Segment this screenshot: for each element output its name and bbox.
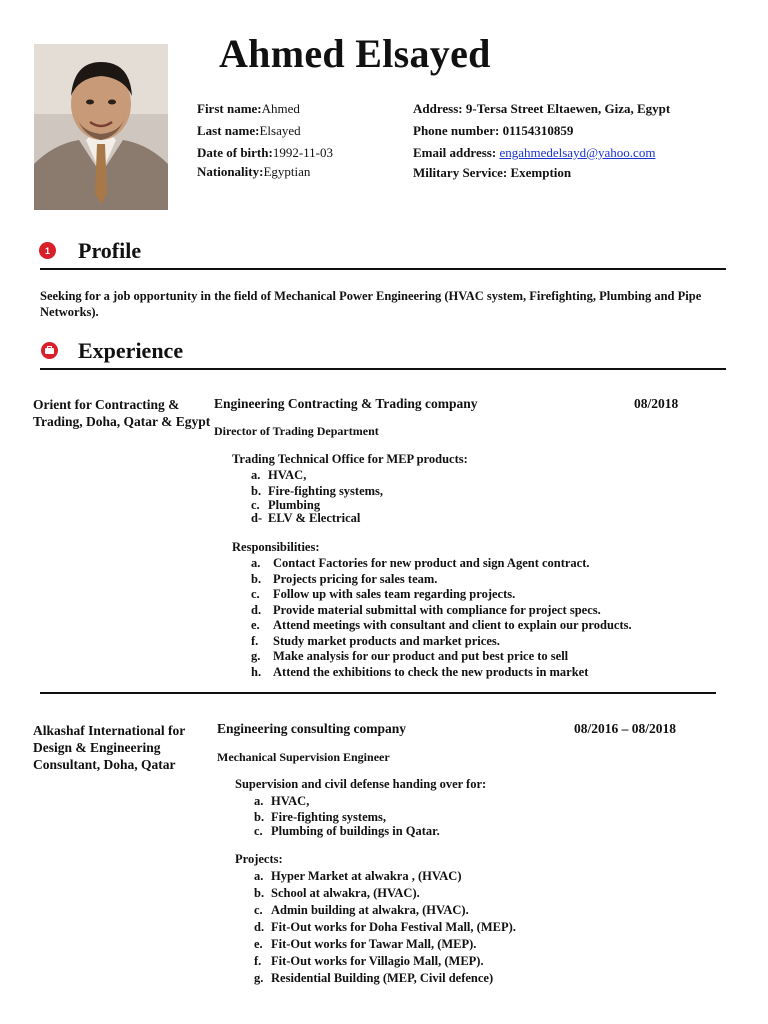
address-label: Address: <box>413 101 463 116</box>
address-value: 9-Tersa Street Eltaewen, Giza, Egypt <box>465 101 671 116</box>
list-item: b. Projects pricing for sales team. <box>251 571 438 586</box>
job1-group1-list <box>251 468 383 527</box>
job1-company: Orient for Contracting & Trading, Doha, Qatar & Egypt <box>33 397 211 429</box>
list-item: a. Hyper Market at alwakra , (HVAC) <box>254 869 462 883</box>
profile-heading: Profile <box>78 238 142 263</box>
first-name-label: First name: <box>197 101 262 116</box>
list-item: c. Plumbing <box>251 498 321 512</box>
first-name-value: Ahmed <box>261 101 300 116</box>
list-item: c. Plumbing of buildings in Qatar. <box>254 824 440 838</box>
military-label: Military Service: <box>413 165 508 180</box>
email-link[interactable]: engahmedelsayd@yahoo.com <box>499 145 656 160</box>
list-item: c. Follow up with sales team regarding projects. <box>251 587 516 601</box>
person-name: Ahmed Elsayed <box>219 31 491 76</box>
list-item: f. Fit-Out works for Villagio Mall, (MEP). <box>254 954 484 968</box>
job1-group2-title: Responsibilities: <box>232 540 320 554</box>
profile-divider <box>40 268 726 270</box>
last-name-value: Elsayed <box>259 123 301 138</box>
list-item: e. Attend meetings with consultant and client to explain our products. <box>251 618 632 632</box>
list-item: g. Residential Building (MEP, Civil defence) <box>254 971 494 985</box>
nationality-label: Nationality: <box>197 164 264 179</box>
job1-group1-title: Trading Technical Office for MEP products: <box>232 452 468 466</box>
job1-date: 08/2018 <box>634 396 679 411</box>
last-name-row <box>197 123 301 139</box>
military-row <box>413 165 571 181</box>
nationality-value: Egyptian <box>263 164 311 179</box>
list-item: d. Provide material submittal with compliance for project specs. <box>251 602 601 617</box>
job2-company: Alkashaf International for Design & Engineering Consultant, Doha, Qatar <box>33 723 186 772</box>
briefcase-icon <box>41 342 58 359</box>
last-name-label: Last name: <box>197 123 260 138</box>
experience-heading: Experience <box>78 338 184 363</box>
list-item: d- ELV & Electrical <box>251 511 361 525</box>
email-label: Email address: <box>413 145 497 160</box>
phone-row <box>413 123 573 139</box>
profile-section-icon <box>39 242 56 259</box>
list-item: a. Contact Factories for new product and sign Agent contract. <box>251 556 590 570</box>
job1-type: Engineering Contracting & Trading company <box>214 396 478 411</box>
list-item: a. HVAC, <box>251 468 307 482</box>
nationality-row <box>197 164 310 180</box>
email-row <box>413 145 655 161</box>
first-name-row <box>197 101 300 117</box>
profile-photo <box>34 44 168 210</box>
list-item: d. Fit-Out works for Doha Festival Mall, (MEP). <box>254 920 516 934</box>
job2-role: Mechanical Supervision Engineer <box>217 750 390 764</box>
list-item: f. Study market products and market prices. <box>251 633 500 648</box>
list-item: b. School at alwakra, (HVAC). <box>254 886 420 900</box>
list-item: a. HVAC, <box>254 794 310 808</box>
job2-group1-title: Supervision and civil defense handing over for: <box>235 777 487 791</box>
military-value: Exemption <box>510 165 572 180</box>
address-row <box>413 101 670 117</box>
list-item: g. Make analysis for our product and put best price to sell <box>251 649 569 663</box>
job2-date: 08/2016 – 08/2018 <box>574 721 677 736</box>
dob-row <box>197 145 333 161</box>
dob-label: Date of birth: <box>197 145 273 160</box>
list-item: h. Attend the exhibitions to check the new products in market <box>251 664 589 679</box>
job-divider <box>40 692 716 694</box>
job1-role: Director of Trading Department <box>214 424 379 438</box>
job2-group2-list <box>254 868 516 987</box>
list-item: b. Fire-fighting systems, <box>254 809 387 824</box>
job2-group2-title: Projects: <box>235 852 283 866</box>
job2-type: Engineering consulting company <box>217 721 407 736</box>
profile-text: Seeking for a job opportunity in the field of Mechanical Power Engineering (HVAC system, Firefighting, Plumbing and Pipe Networks). <box>40 289 702 319</box>
job2-group1-list <box>254 794 440 837</box>
phone-label: Phone number: <box>413 123 500 138</box>
list-item: b. Fire-fighting systems, <box>251 483 384 498</box>
list-item: c. Admin building at alwakra, (HVAC). <box>254 903 469 917</box>
experience-divider <box>40 368 726 370</box>
phone-value: 01154310859 <box>502 123 574 138</box>
svg-text:1: 1 <box>44 246 51 256</box>
list-item: e. Fit-Out works for Tawar Mall, (MEP). <box>254 937 477 951</box>
job1-group2-list <box>251 556 632 680</box>
dob-value: 1992-11-03 <box>272 145 334 160</box>
